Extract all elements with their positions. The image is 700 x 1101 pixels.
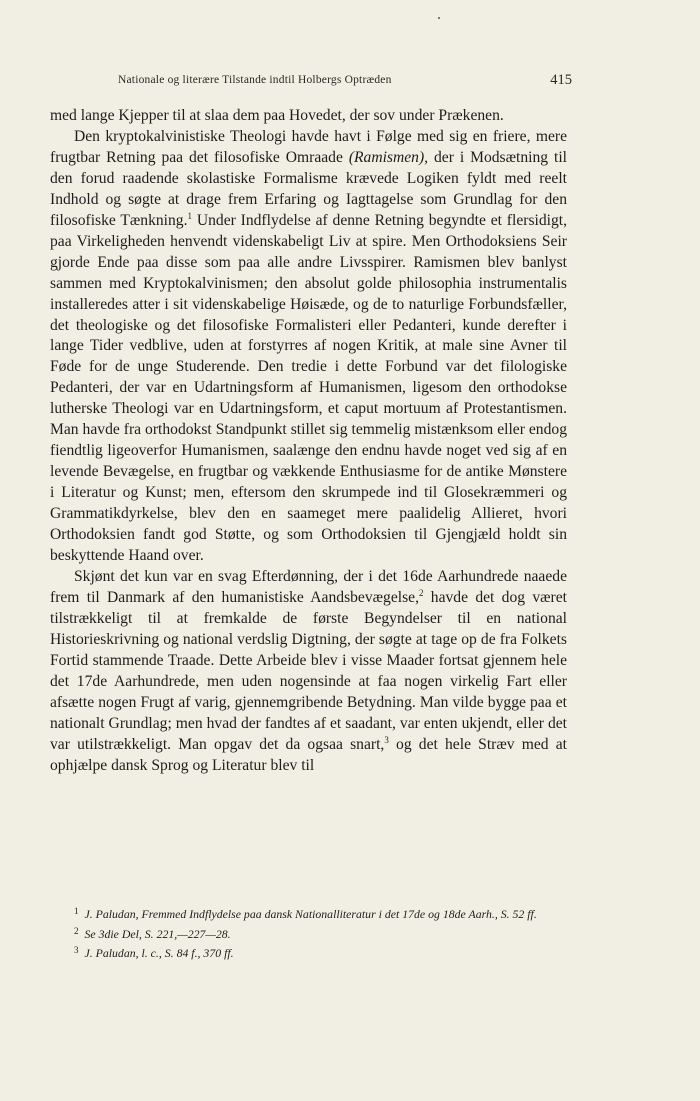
footnote-text: J. Paludan, Fremmed Indflydelse paa dansk Nationalliteratur i det 17de og 18de Aarh., S. 52 ff. bbox=[84, 907, 537, 921]
running-title: Nationale og literære Tilstande indtil Holbergs Optræden bbox=[118, 74, 392, 86]
footnote-ref-2[interactable]: 2 bbox=[419, 587, 424, 598]
footnote-2 bbox=[50, 923, 567, 943]
speck bbox=[438, 17, 440, 19]
paragraph-3 bbox=[50, 567, 567, 777]
paragraph-2-text: Den kryptokalvinistiske Theologi havde havt i Følge med sig en friere, mere frugtbar Retning paa det filosofiske Omraade (Ramismen), der i Modsætning til den forud raadende skolastiske Formalisme krævede Logiken fyldt med reelt Indhold og søgte at drage frem Erfaring og Iagttagelse som Grundlag for den filosofiske Tænkning. bbox=[50, 127, 567, 229]
page-number: 415 bbox=[550, 72, 572, 88]
body-text bbox=[50, 106, 567, 777]
footnote-number: 2 bbox=[74, 925, 79, 936]
paragraph-1: med lange Kjepper til at slaa dem paa Hovedet, der sov under Prækenen. bbox=[50, 107, 504, 124]
paragraph-3-end: og det hele Stræv med at ophjælpe dansk Sprog og Literatur blev til bbox=[50, 735, 568, 774]
paragraph-3-text: Skjønt det kun var en svag Efterdønning, der i det 16de Aarhundrede naaede frem til Danmark af den humanistiske Aandsbevægelse, bbox=[50, 567, 567, 606]
footnotes bbox=[50, 903, 567, 962]
footnote-ref-3[interactable]: 3 bbox=[384, 734, 389, 745]
paragraph-2 bbox=[50, 127, 567, 567]
paragraph-2-continued: Under Indflydelse af denne Retning begyndte et flersidigt, paa Virkeligheden henvendt videnskabeligt Liv at spire. Men Orthodoksiens Seir gjorde Ende paa disse som paa alle andre Livsspirer. Ramismen blev banlyst sammen med Kryptokalvinismen; den absolut golde philosophia instrumentalis installeredes atter i sit videnskabelige Høisæde, og de to naturlige Forbundsfæller, det theologiske og det filosofiske Formalisteri eller Pedanteri, kunde derefter i lange Tider vedblive, uden at forstyrres af nogen Kritik, at male sine Avner til Føde for de unge Studerende. Den tredie i dette Forbund var det filologiske Pedanteri, der var en Udartningsform af Humanismen, ligesom den orthodokse lutherske Theologi var en Udartningsform, et caput mortuum af Protestantismen. Man havde fra orthodokst Standpunkt stillet sig temmelig mistænksom eller endog fiendtlig ligeoverfor Humanismen, saalænge den endnu havde noget ved sig af en levende Bevægelse, en frugtbar og vækkende Enthusiasme for de antike Mønstere i Literatur og Kunst; men, eftersom den skrumpede ind til Glosekræmmeri og Grammatikdyrkelse, blev den en saameget mere paalidelig Allieret, hvori Orthodoksien fandt god Støtte, og som Orthodoksien til Gjengjæld holdt sin beskyttende Haand over. bbox=[50, 211, 568, 565]
footnote-3 bbox=[50, 942, 567, 962]
footnote-1 bbox=[50, 903, 567, 923]
paragraph-3-continued: havde det dog været tilstrækkeligt til at fremkalde de første Begyndelser til en national Historieskrivning og national verdslig Digtning, der søgte at tage op de fra Folkets Fortid stammende Traade. Dette Arbeide blev i visse Maader fortsat gjennem hele det 17de Aarhundrede, men uden nogensinde at faa nogen virkelig Fart eller afsætte nogen Frugt af varig, gjennemgribende Betydning. Man vilde bygge paa et nationalt Grundlag; men hvad der fandtes af et saadant, var enten ukjendt, eller det var utilstrækkeligt. Man opgav det da ogsaa snart, bbox=[50, 588, 568, 753]
ramismen-term: (Ramismen), bbox=[348, 148, 429, 166]
footnote-number: 3 bbox=[74, 945, 79, 956]
footnote-text: Se 3die Del, S. 221,—227—28. bbox=[84, 926, 231, 941]
footnote-number: 1 bbox=[74, 906, 79, 916]
footnote-ref-1[interactable]: 1 bbox=[187, 210, 193, 221]
footnote-text: J. Paludan, l. c., S. 84 f., 370 ff. bbox=[84, 946, 234, 961]
